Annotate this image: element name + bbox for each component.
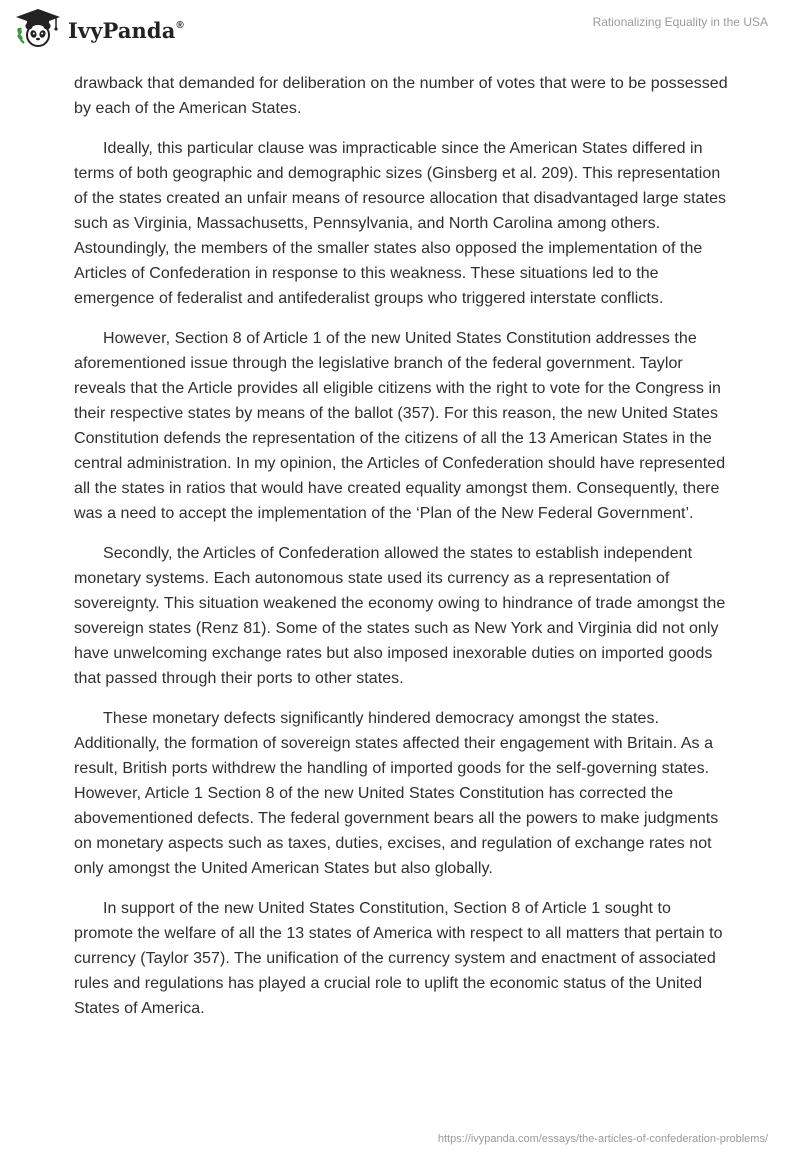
registered-mark: ®: [176, 19, 184, 31]
paragraph: Ideally, this particular clause was impracticable since the American States differed in terms of both geographic and demographic sizes (Ginsberg et al. 209). This representation of the states created an unfair means of resource allocation that disadvantaged large states such as Virginia, Massachusetts, Pennsylvania, and North Carolina among others. Astoundingly, the members of the smaller states also opposed the implementation of the Articles of Confederation in response to this weakness. These situations led to the emergence of federalist and antifederalist groups who triggered interstate conflicts.: [74, 140, 727, 307]
page-header: [0, 0, 800, 64]
paragraph: Secondly, the Articles of Confederation allowed the states to establish independent monetary systems. Each autonomous state used its currency as a representation of sovereignty. This situation weakened the economy owing to hindrance of trade amongst the sovereign states (Renz 81). Some of the states such as New York and Virginia did not only have unwelcoming exchange rates but also imposed inexorable duties on imported goods that passed through their ports to other states.: [74, 545, 726, 687]
panda-graduation-cap-icon: [14, 8, 62, 48]
paragraph: In support of the new United States Constitution, Section 8 of Article 1 sought to promote the welfare of all the 13 states of America with respect to all matters that pertain to currency (Taylor 357). The unification of the currency system and enactment of associated rules and regulations has played a crucial role to uplift the economic status of the United States of America.: [74, 900, 723, 1017]
document-title: Rationalizing Equality in the USA: [592, 15, 768, 29]
paragraph: drawback that demanded for deliberation on the number of votes that were to be possessed by each of the American States.: [74, 75, 728, 117]
brand-name: IvyPanda®: [68, 17, 184, 43]
paragraph: However, Section 8 of Article 1 of the new United States Constitution addresses the aforementioned issue through the legislative branch of the federal government. Taylor reveals that the Article provides all eligible citizens with the right to vote for the Congress in their respective states by means of the ballot (357). For this reason, the new United States Constitution defends the representation of the citizens of all the 13 American States in the central administration. In my opinion, the Articles of Confederation should have represented all the states in ratios that would have created equality amongst them. Consequently, there was a need to accept the implementation of the ‘Plan of the New Federal Government’.: [74, 330, 726, 522]
essay-body: [74, 71, 734, 1036]
source-url-link[interactable]: https://ivypanda.com/essays/the-articles-of-confederation-problems/: [437, 1133, 768, 1145]
paragraph: These monetary defects significantly hindered democracy amongst the states. Additionally, the formation of sovereign states affected their engagement with Britain. As a result, British ports withdrew the handling of imported goods for the self-governing states. However, Article 1 Section 8 of the new United States Constitution has corrected the abovementioned defects. The federal government bears all the powers to make judgments on monetary aspects such as taxes, duties, excises, and regulation of exchange rates not only amongst the United American States but also globally.: [74, 710, 719, 877]
ivypanda-logo[interactable]: [14, 8, 184, 48]
